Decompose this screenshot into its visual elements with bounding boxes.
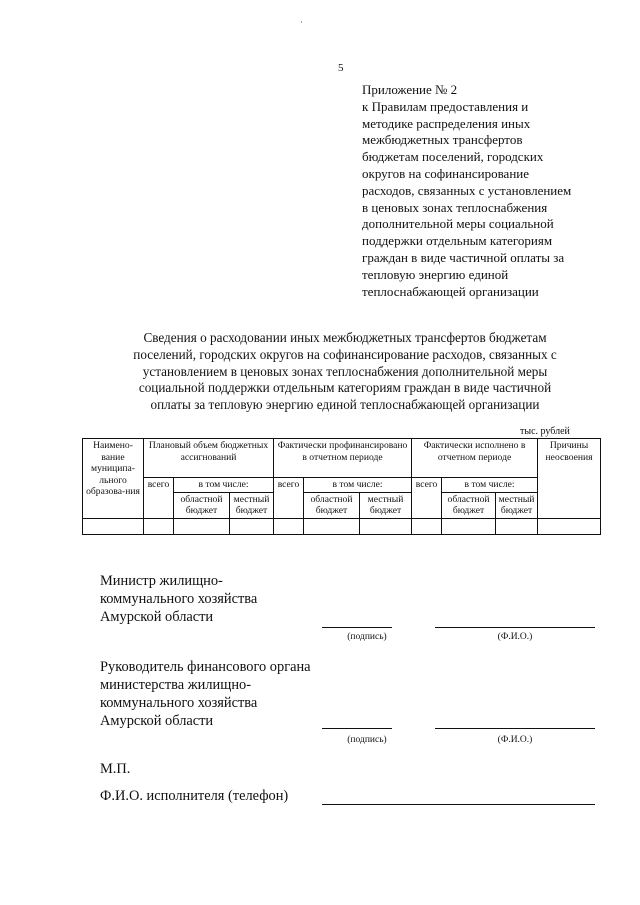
- minister-label: [100, 572, 257, 626]
- signature-line: [322, 627, 392, 628]
- sub-including: в том числе:: [304, 478, 412, 493]
- executor-label: Ф.И.О. исполнителя (телефон): [100, 788, 289, 804]
- signature-line: [322, 728, 392, 729]
- table-cell: [412, 518, 442, 534]
- appendix-line: граждан в виде частичной оплаты за: [362, 249, 565, 265]
- page-number: 5: [338, 62, 344, 74]
- table-cell: [442, 518, 496, 534]
- sub-total: всего: [274, 478, 304, 519]
- table-cell: [538, 518, 601, 534]
- fio-line: [435, 728, 595, 729]
- heading-line: оплаты за тепловую энергию единой теплоснабжающей организации: [150, 397, 540, 413]
- appendix-line: методике распределения иных: [362, 115, 531, 131]
- report-table: [82, 438, 601, 535]
- sub-local: местный бюджет: [496, 492, 538, 518]
- sub-regional: областной бюджет: [174, 492, 230, 518]
- appendix-line: в ценовых зонах теплоснабжения: [362, 199, 548, 215]
- units-label: тыс. рублей: [520, 426, 570, 437]
- heading-line: социальной поддержки отдельным категориям граждан в виде частичной: [138, 380, 552, 396]
- table-cell: [360, 518, 412, 534]
- finance-head-line: Руководитель финансового органа: [100, 659, 311, 675]
- finance-head-line: министерства жилищно-: [100, 677, 252, 693]
- page-dot: ·: [300, 18, 303, 27]
- finance-head-label: [100, 658, 311, 730]
- minister-line: Амурской области: [100, 609, 214, 625]
- finance-head-line: коммунального хозяйства: [100, 695, 258, 711]
- sub-total: всего: [412, 478, 442, 519]
- appendix-line: межбюджетных трансфертов: [362, 132, 523, 148]
- document-heading: [80, 330, 610, 414]
- appendix-line: к Правилам предоставления и: [362, 98, 529, 114]
- finance-head-line: Амурской области: [100, 713, 214, 729]
- appendix-line: тепловую энергию единой: [362, 266, 509, 282]
- stamp-label: М.П.: [100, 761, 131, 777]
- col-financed: Фактически профинансировано в отчетном периоде: [274, 439, 412, 478]
- appendix-line: расходов, связанных с установлением: [362, 182, 572, 198]
- appendix-line: бюджетам поселений, городских: [362, 149, 544, 165]
- heading-line: поселений, городских округов на софинансирование расходов, связанных с: [133, 346, 557, 362]
- appendix-header: [362, 82, 632, 300]
- sub-total: всего: [144, 478, 174, 519]
- appendix-line: дополнительной меры социальной: [362, 216, 554, 232]
- appendix-line: теплоснабжающей организации: [362, 283, 539, 299]
- table-cell: [144, 518, 174, 534]
- table-cell: [274, 518, 304, 534]
- minister-line: коммунального хозяйства: [100, 591, 258, 607]
- appendix-line: поддержки отдельным категориям: [362, 233, 553, 249]
- signature-caption: (подпись): [347, 632, 387, 642]
- col-planned: Плановый объем бюджетных ассигнований: [144, 439, 274, 478]
- table-cell: [83, 518, 144, 534]
- minister-line: Министр жилищно-: [100, 573, 223, 589]
- appendix-title: Приложение № 2: [362, 82, 458, 97]
- col-executed: Фактически исполнено в отчетном периоде: [412, 439, 538, 478]
- executor-line: [322, 804, 595, 805]
- table-cell: [304, 518, 360, 534]
- sub-including: в том числе:: [174, 478, 274, 493]
- table-cell: [230, 518, 274, 534]
- signature-caption: (подпись): [347, 735, 387, 745]
- sub-including: в том числе:: [442, 478, 538, 493]
- sub-regional: областной бюджет: [304, 492, 360, 518]
- sub-regional: областной бюджет: [442, 492, 496, 518]
- table-row: [83, 518, 601, 534]
- fio-caption: (Ф.И.О.): [497, 632, 533, 642]
- table-cell: [496, 518, 538, 534]
- col-municipality: Наимено-вание муниципа-льного образова-ния: [83, 439, 144, 519]
- heading-line: Сведения о расходовании иных межбюджетных трансфертов бюджетам: [143, 330, 547, 345]
- table-cell: [174, 518, 230, 534]
- sub-local: местный бюджет: [360, 492, 412, 518]
- fio-line: [435, 627, 595, 628]
- sub-local: местный бюджет: [230, 492, 274, 518]
- appendix-line: округов на софинансирование: [362, 165, 530, 181]
- col-reasons: Причины неосвоения: [538, 439, 601, 519]
- heading-line: установлением в ценовых зонах теплоснабжения дополнительной меры: [142, 363, 548, 379]
- fio-caption: (Ф.И.О.): [497, 735, 533, 745]
